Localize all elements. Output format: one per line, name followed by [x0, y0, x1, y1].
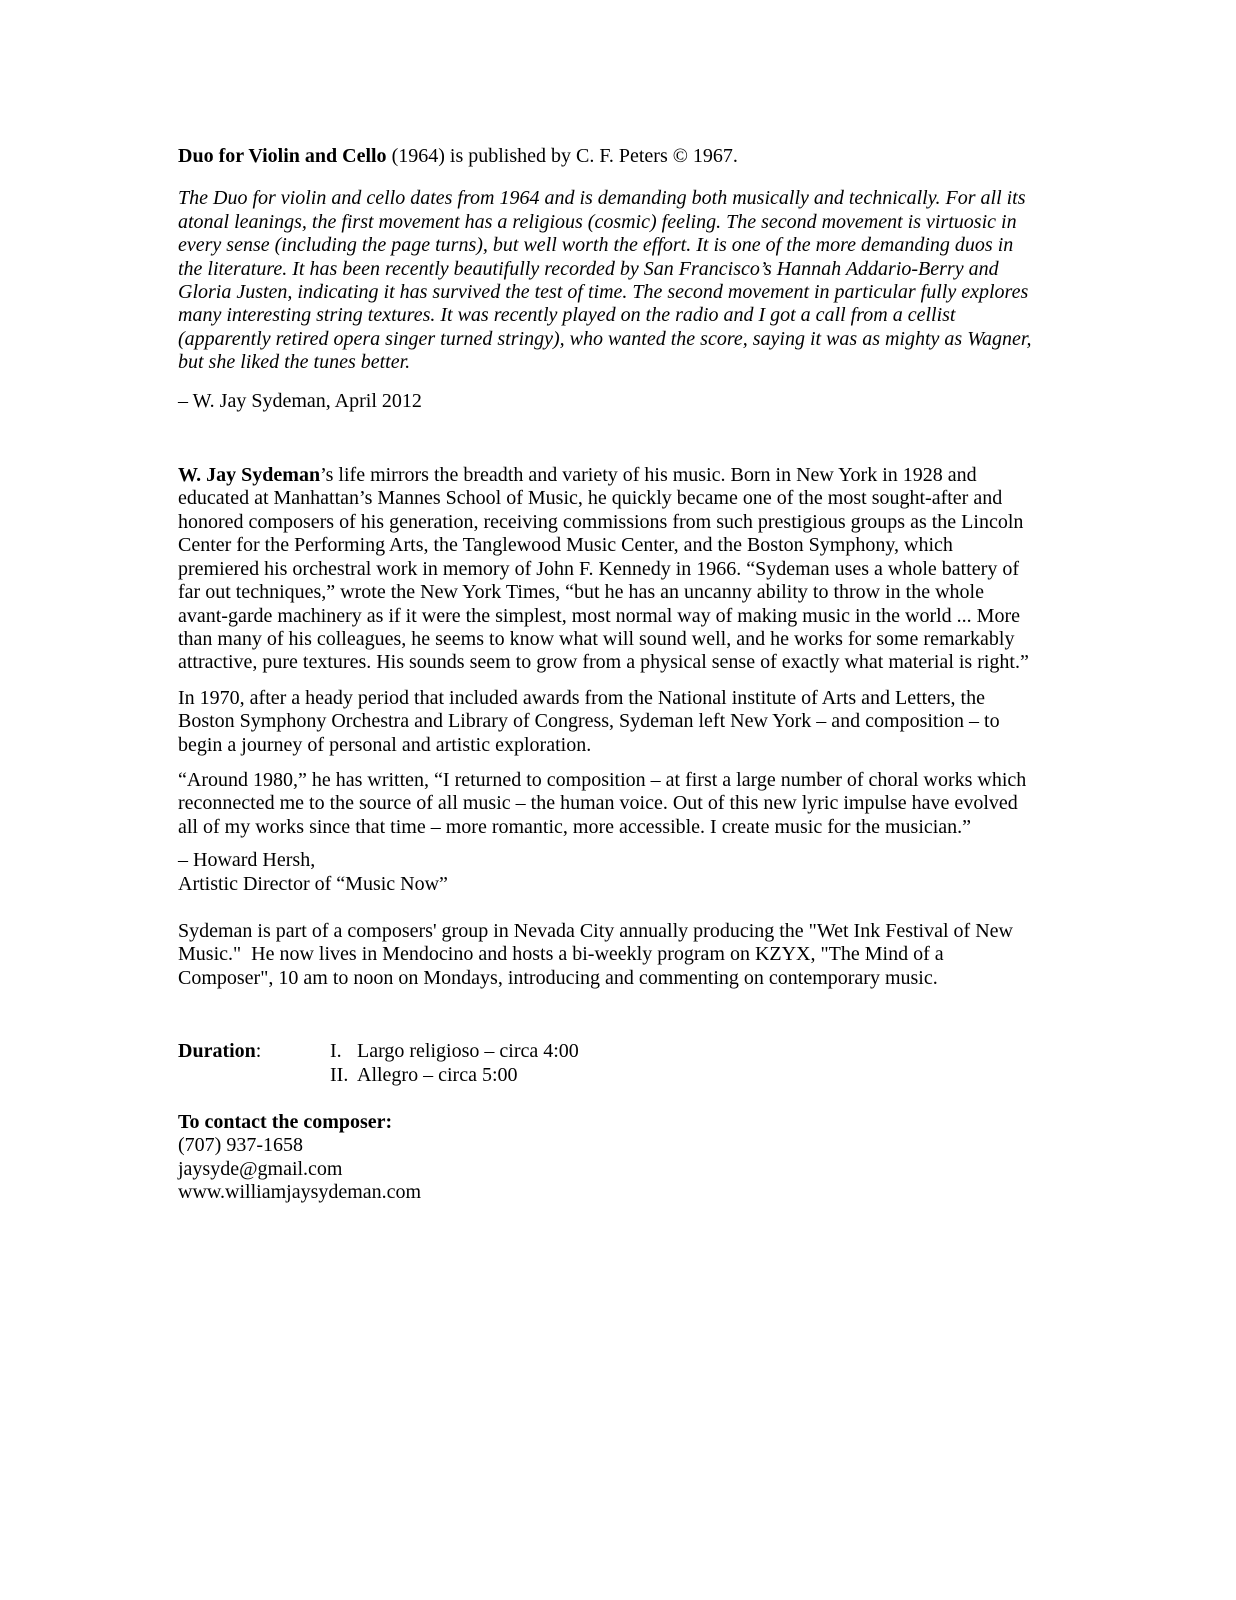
publication-info: (1964) is published by C. F. Peters © 1967. [386, 145, 738, 167]
hersh-title-line: Artistic Director of “Music Now” [178, 872, 448, 895]
duration-label: Duration [178, 1040, 256, 1063]
movement-1-numeral: I. [330, 1040, 342, 1063]
hersh-attribution [178, 849, 1035, 896]
composer-name: W. Jay Sydeman [178, 464, 321, 487]
movement-list [330, 1040, 579, 1087]
hersh-name-line: – Howard Hersh, [178, 849, 316, 872]
duration-section [178, 1040, 1035, 1087]
movement-1-text: Largo religioso – circa 4:00 [357, 1040, 579, 1063]
biography-text: ’s life mirrors the breadth and variety of his music. Born in New York in 1928 and educated at Manhattan’s Mannes School of Music, he quickly became one of the most sought-after and honored composers of his generation, receiving commissions from such prestigious groups as the Lincoln Center for the Performing Arts, the Tanglewood Music Center, and the Boston Symphony, which premiered his orchestral work in memory of John F. Kennedy in 1966. “Sydeman uses a whole battery of far out techniques,” wrote the New York Times, “but he has an uncanny ability to throw in the whole avant-garde machinery as if it were the simplest, most normal way of making music in the world ... More than many of his colleagues, he seems to know what will sound well, and he works for some remarkably attractive, pure textures. His sounds seem to grow from a physical sense of exactly what material is right.” [178, 464, 1029, 674]
paragraph-1970: In 1970, after a heady period that included awards from the National institute of Arts and Letters, the Boston Symphony Orchestra and Library of Congress, Sydeman left New York – and composition – to begin a journey of personal and artistic exploration. [178, 686, 1005, 756]
work-title: Duo for Violin and Cello [178, 145, 387, 167]
movement-row-2 [330, 1064, 579, 1087]
composer-program-note: The Duo for violin and cello dates from 1964 and is demanding both musically and technically. For all its atonal leanings, the first movement has a religious (cosmic) feeling. The second movement is virtuosic in every sense (including the page turns), but well worth the effort. It is one of the more demanding duos in the literature. It has been recently beautifully recorded by San Francisco’s Hannah Addario-Berry and Gloria Justen, indicating it has survived the test of time. The second movement in particular fully explores many interesting string textures. It was recently played on the radio and I got a call from a cellist (apparently retired opera singer turned stringy), who wanted the score, saying it was as mighty as Wagner, but she liked the tunes better. [178, 187, 1037, 374]
duration-colon: : [255, 1040, 262, 1063]
movement-2-numeral: II. [330, 1063, 349, 1086]
contact-heading: To contact the composer: [178, 1111, 393, 1133]
composer-biography [178, 464, 1035, 675]
movement-row-1 [330, 1040, 579, 1063]
contact-email: jaysyde@gmail.com [178, 1157, 343, 1180]
contact-website: www.williamjaysydeman.com [178, 1181, 422, 1204]
paragraph-1980: “Around 1980,” he has written, “I returned to composition – at first a large number of choral works which reconnected me to the source of all music – the human voice. Out of this new lyric impulse have evolved all of my works since that time – more romantic, more accessible. I create music for the musician.” [178, 768, 1032, 838]
program-note-attribution: – W. Jay Sydeman, April 2012 [178, 389, 422, 412]
paragraph-nevada-city: Sydeman is part of a composers' group in Nevada City annually producing the "Wet Ink Festival of New Music." He now lives in Mendocino and hosts a bi-weekly program on KZYX, "The Mind of a Composer", 10 am to noon on Mondays, introducing and commenting on contemporary music. [178, 919, 1018, 989]
movement-2-text: Allegro – circa 5:00 [357, 1063, 518, 1086]
contact-section [178, 1111, 1035, 1205]
duration-label-cell [178, 1040, 330, 1063]
contact-phone: (707) 937-1658 [178, 1134, 303, 1157]
publication-title-line [178, 145, 1035, 168]
